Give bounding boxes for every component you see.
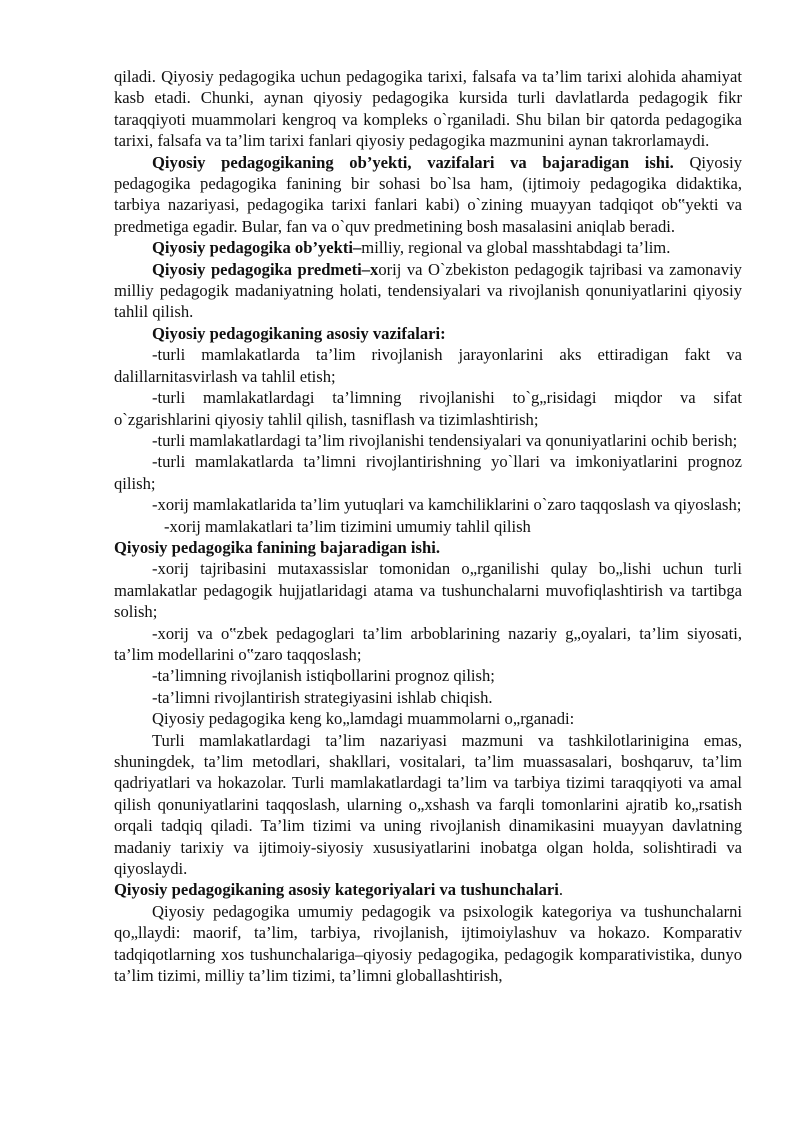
heading-main-tasks-text: Qiyosiy pedagogikaning asosiy vazifalari:: [152, 323, 446, 343]
heading-categories: [114, 879, 742, 900]
list-item: -turli mamlakatlardagi ta’limning rivojlanishi to`g„risidagi miqdor va sifat o`zgarishlarini qiyosiy tahlil qilish, tasniflash va tizimlashtirish;: [114, 388, 742, 429]
heading-functions: [114, 537, 742, 558]
paragraph-object-tasks-text: Qiyosiy pedagogika pedagogika fanining bir sohasi bo`lsa ham, (ijtimoiy pedagogika didaktika, tarbiya nazariyasi, pedagogika tarixi fanlari kabi) o`zining muayyan tadqiqot ob‟yekti va predmetiga egadir. Bular, fan va o`quv predmetining bosh masalasini aniqlab beradi.: [114, 152, 742, 236]
heading-categories-dot: .: [558, 880, 564, 900]
definition-subject: orij va O`zbekiston pedagogik tajribasi va zamonaviy milliy pedagogik madaniyatning holati, tendensiyalari va rivojlanish qonuniyatlarini qiyosiy tahlil qilish.: [114, 259, 742, 322]
list-item: -xorij tajribasini mutaxassislar tomonidan o„rganilishi qulay bo„lishi uchun turli mamlakatlar pedagogik hujjatlaridagi atama va tushunchalarni muvofiqlashtirish va tartibga solish;: [114, 559, 742, 622]
paragraph-intro: qiladi. Qiyosiy pedagogika uchun pedagogika tarixi, falsafa va ta’lim tarixi alohida ahamiyat kasb etadi. Chunki, aynan qiyosiy pedagogika kursida turli davlatlarda pedagogik fikr taraqqiyoti muammolari kengroq va kompleks o`rganiladi. Shu bilan bir qatorda pedagogika tarixi, falsafa va ta’lim tarixi fanlari qiyosiy pedagogika mazmunini aynan takrorlamaydi.: [114, 67, 742, 151]
definition-object: milliy, regional va global masshtabdagi ta’lim.: [361, 238, 671, 258]
paragraph-problems: Turli mamlakatlardagi ta’lim nazariyasi mazmuni va tashkilotlarinigina emas, shuningdek, ta’lim metodlari, shakllari, vositalari, ta’lim muassasalari, boshqaruv, ta’lim qadriyatlari va hokazolar. Turli mamlakatlardagi ta’lim va tarbiya tizimi taraqqiyoti va amal qilish qonuniyatlarini taqqoslash, ularning o„xshash va farqli tomonlarini ajratib ko„rsatish orqali tadqiq qiladi. Ta’lim tizimi va uning rivojlanish dinamikasini muayyan davlatning madaniy tarixiy va ijtimoiy-siyosiy xususiyatlarini inobatga olgan holda, solishtiradi va qiyoslaydi.: [114, 730, 742, 879]
list-item: -turli mamlakatlardagi ta’lim rivojlanishi tendensiyalari va qonuniyatlarini ochib berish;: [152, 430, 738, 450]
paragraph-problems-intro: Qiyosiy pedagogika keng ko„lamdagi muammolarni o„rganadi:: [152, 709, 575, 729]
list-item: -ta’limning rivojlanish istiqbollarini prognoz qilish;: [152, 666, 495, 686]
paragraph-object-tasks: [114, 152, 742, 238]
term-subject: Qiyosiy pedagogika predmeti–x: [152, 259, 379, 279]
list-item: -turli mamlakatlarda ta’lim rivojlanish jarayonlarini aks ettiradigan fakt va dalillarnitasvirlash va tahlil etish;: [114, 345, 742, 386]
list-item: -xorij va o‟zbek pedagoglari ta’lim arboblarining nazariy g„oyalari, ta’lim siyosati, ta’lim modellarini o‟zaro taqqoslash;: [114, 623, 742, 664]
paragraph-categories: Qiyosiy pedagogika umumiy pedagogik va psixologik kategoriya va tushunchalarni qo„llaydi: maorif, ta’lim, tarbiya, rivojlanish, ijtimoiylashuv va hokazo. Komparativ tadqiqotlarning xos tushunchalariga–qiyosiy pedagogika, pedagogik komparativistika, dunyo ta’lim tizimi, milliy ta’lim tizimi, ta’limni globallashtirish,: [114, 901, 742, 986]
paragraph-object-definition: [114, 237, 742, 258]
heading-main-tasks: [114, 323, 742, 344]
term-object: Qiyosiy pedagogika ob’yekti–: [152, 238, 362, 258]
list-item: -xorij mamlakatlari ta’lim tizimini umumiy tahlil qilish: [164, 516, 531, 536]
heading-functions-text: Qiyosiy pedagogika fanining bajaradigan ishi.: [114, 537, 440, 557]
list-item: -xorij mamlakatlarida ta’lim yutuqlari va kamchiliklarini o`zaro taqqoslash va qiyoslash;: [152, 495, 742, 515]
paragraph-subject-definition: [114, 259, 742, 323]
list-item: -ta’limni rivojlantirish strategiyasini ishlab chiqish.: [152, 687, 493, 707]
section-heading-object-tasks: Qiyosiy pedagogikaning ob’yekti, vazifalari va bajaradigan ishi.: [152, 152, 674, 172]
document-page: [114, 66, 742, 986]
list-item: -turli mamlakatlarda ta’limni rivojlantirishning yo`llari va imkoniyatlarini prognoz qilish;: [114, 452, 742, 493]
heading-categories-text: Qiyosiy pedagogikaning asosiy kategoriyalari va tushunchalari: [114, 880, 559, 900]
